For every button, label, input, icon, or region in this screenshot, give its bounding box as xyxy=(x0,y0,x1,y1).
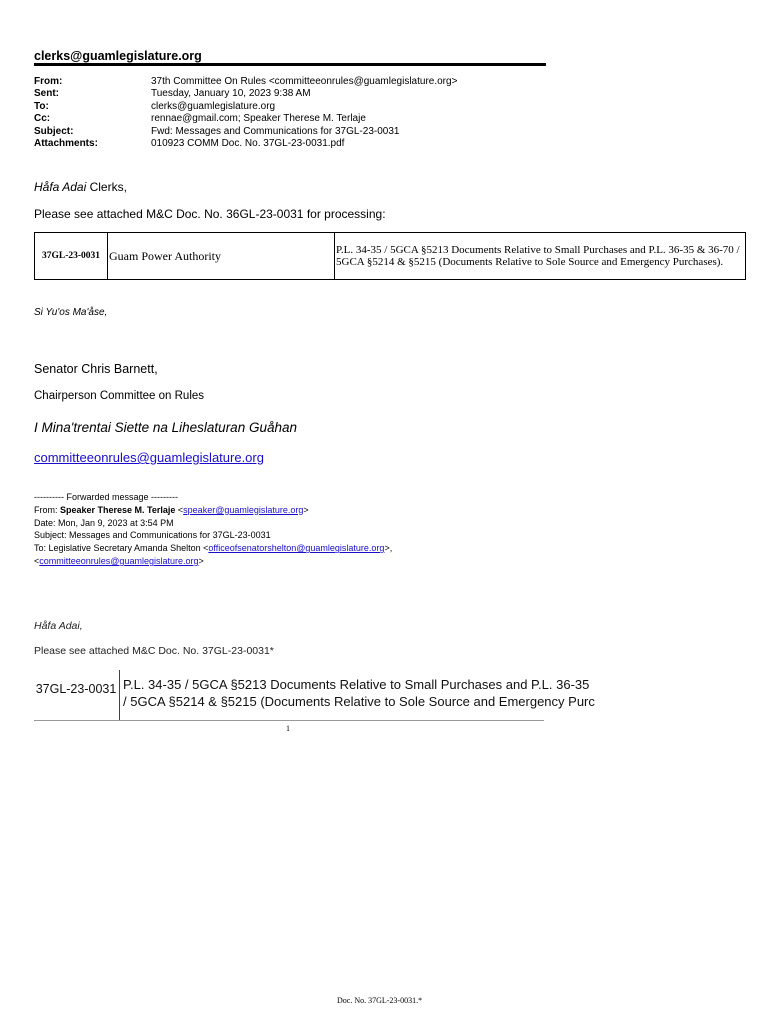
forwarded-table-snippet xyxy=(34,670,595,721)
forwarded-to-cont: <committeeonrules@guamlegislature.org> xyxy=(34,555,204,566)
mc-table xyxy=(34,232,746,280)
snippet-divider xyxy=(119,670,120,720)
header-label: From: xyxy=(34,76,63,87)
committee-email-link[interactable]: committeeonrules@guamlegislature.org xyxy=(34,450,264,465)
header-row-from xyxy=(34,76,457,88)
doc-number-cell: 37GL-23-0031 xyxy=(35,233,108,280)
forwarded-from-name: Speaker Therese M. Terlaje xyxy=(60,504,176,515)
page-number: 1 xyxy=(286,724,290,733)
greeting-italic: Håfa Adai xyxy=(34,180,87,194)
signature-legislature: I Mina'trentai Siette na Liheslaturan Guåhan xyxy=(34,420,297,435)
forwarded-request: Please see attached M&C Doc. No. 37GL-23-0031* xyxy=(34,645,274,657)
header-row-cc xyxy=(34,113,457,125)
header-row-to xyxy=(34,101,457,113)
header-label: Cc: xyxy=(34,113,51,125)
forwarded-greeting: Håfa Adai, xyxy=(34,620,83,632)
mailbox-address: clerks@guamlegislature.org xyxy=(34,49,202,63)
header-value: Tuesday, January 10, 2023 9:38 AM xyxy=(151,88,311,100)
forwarded-to-prefix: To: Legislative Secretary Amanda Shelton < xyxy=(34,543,209,554)
signature-name: Senator Chris Barnett, xyxy=(34,362,158,376)
greeting xyxy=(34,180,127,194)
header-row-sent xyxy=(34,88,457,100)
header-label: Attachments: xyxy=(34,138,98,150)
table-row xyxy=(35,233,746,280)
shelton-email-link[interactable]: officeofsenatorshelton@guamlegislature.org xyxy=(208,543,385,554)
email-header-block xyxy=(34,76,457,150)
signature-title: Chairperson Committee on Rules xyxy=(34,390,205,402)
header-value: 37th Committee On Rules <committeeonrules@guamlegislature.org> xyxy=(151,76,458,87)
forwarded-marker: ---------- Forwarded message --------- xyxy=(34,492,178,502)
forwarded-subject: Subject: Messages and Communications for 37GL-23-0031 xyxy=(34,530,271,541)
description-cell: P.L. 34-35 / 5GCA §5213 Documents Relative to Small Purchases and P.L. 36-35 & 36-70 / 5GCA §5214 & §5215 (Documents Relative to Sole Source and Emergency Purchases). xyxy=(335,233,746,280)
forwarded-from-label: From: xyxy=(34,504,60,515)
attachment-link[interactable]: 010923 COMM Doc. No. 37GL-23-0031.pdf xyxy=(151,138,345,150)
header-row-attachments xyxy=(34,138,457,150)
snippet-line-1: P.L. 34-35 / 5GCA §5213 Documents Relative to Small Purchases and P.L. 36-35 xyxy=(123,677,590,692)
header-label: Sent: xyxy=(34,88,59,100)
header-row-subject xyxy=(34,126,457,138)
forwarded-date: Date: Mon, Jan 9, 2023 at 3:54 PM xyxy=(34,517,174,528)
forwarded-from: From: Speaker Therese M. Terlaje <speaker@guamlegislature.org> xyxy=(34,504,309,515)
committee-email-link-2[interactable]: committeeonrules@guamlegislature.org xyxy=(39,555,199,566)
forwarded-to xyxy=(34,542,392,555)
snippet-line-2: / 5GCA §5214 & §5215 (Documents Relative to Sole Source and Emergency Purc xyxy=(123,694,595,709)
header-label: To: xyxy=(34,100,49,112)
closing: Si Yu'os Ma'åse, xyxy=(34,307,108,318)
speaker-email-link[interactable]: speaker@guamlegislature.org xyxy=(183,504,304,515)
greeting-rest: Clerks, xyxy=(86,180,127,194)
snippet-description xyxy=(123,676,595,710)
header-rule xyxy=(34,63,546,66)
agency-cell: Guam Power Authority xyxy=(108,233,335,280)
forwarded-message-block xyxy=(34,491,392,568)
header-value: Fwd: Messages and Communications for 37GL-23-0031 xyxy=(151,125,400,137)
header-value: rennae@gmail.com; Speaker Therese M. Terlaje xyxy=(151,113,366,125)
processing-request: Please see attached M&C Doc. No. 36GL-23-0031 for processing: xyxy=(34,207,386,221)
header-label: Subject: xyxy=(34,125,74,137)
forwarded-to-suffix: >, xyxy=(384,543,393,554)
header-value: clerks@guamlegislature.org xyxy=(151,100,276,112)
page-footer: Doc. No. 37GL-23-0031.* xyxy=(337,996,423,1005)
snippet-doc-number: 37GL-23-0031 xyxy=(35,682,117,696)
